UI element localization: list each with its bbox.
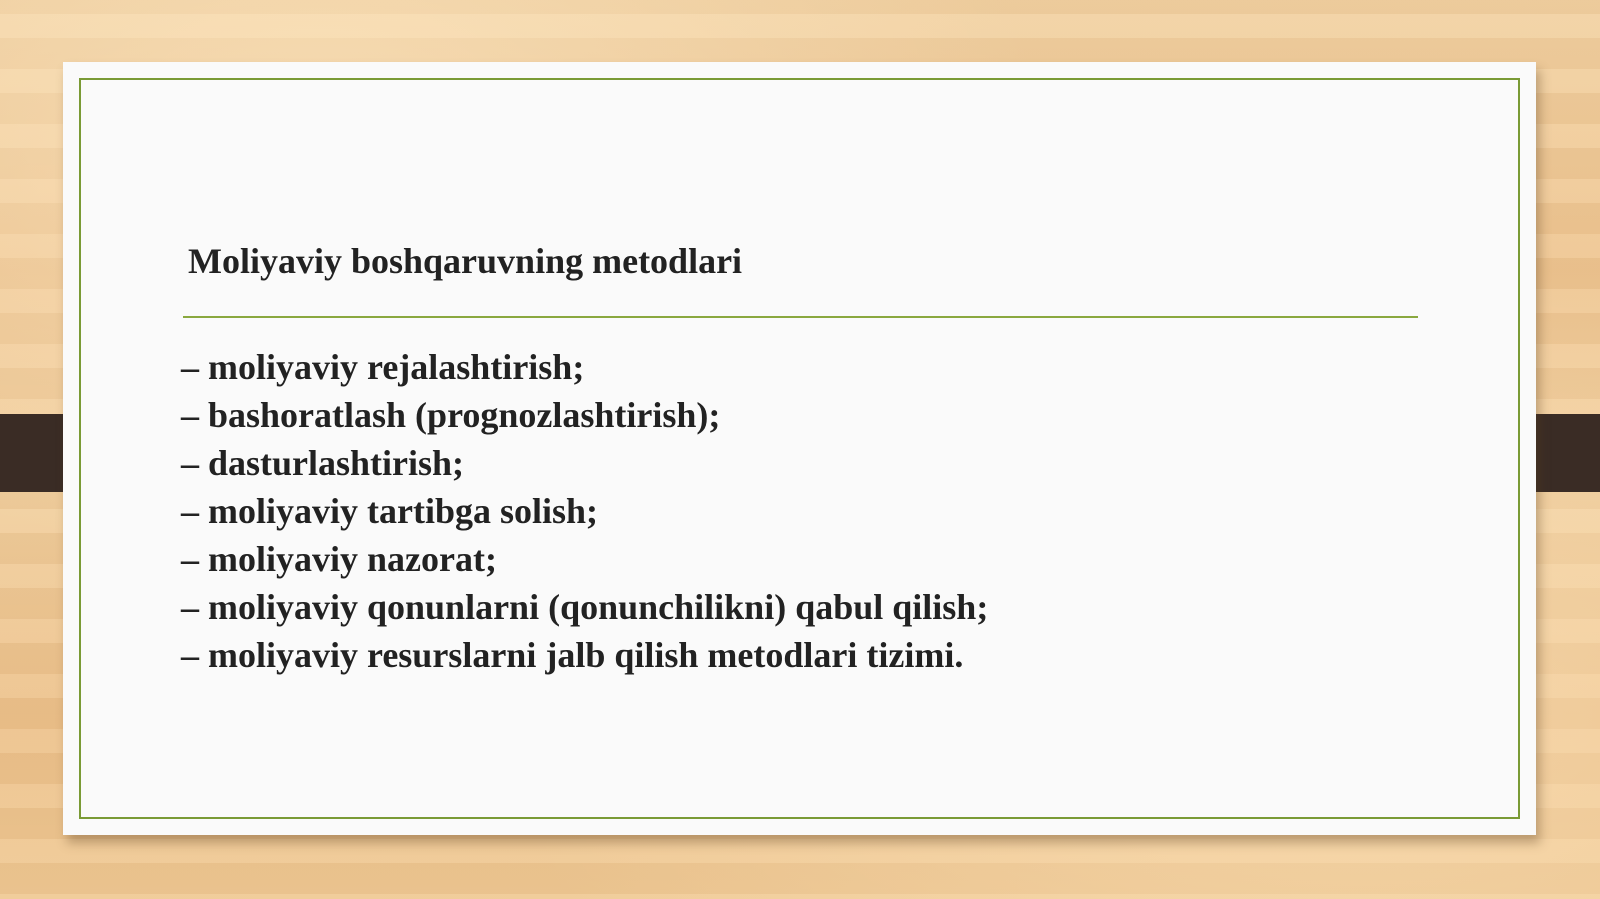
list-item: – moliyaviy qonunlarni (qonunchilikni) qabul qilish; <box>181 587 989 627</box>
list-item: – bashoratlash (prognozlashtirish); <box>181 395 721 435</box>
list-item: – moliyaviy nazorat; <box>181 539 497 579</box>
list-item: – moliyaviy tartibga solish; <box>181 491 599 531</box>
methods-list <box>181 343 988 679</box>
list-item: – moliyaviy rejalashtirish; <box>181 347 585 387</box>
list-item: – dasturlashtirish; <box>181 443 465 483</box>
title-divider <box>183 316 1418 318</box>
list-item: – moliyaviy resurslarni jalb qilish metodlari tizimi. <box>181 635 964 675</box>
slide-title: Moliyaviy boshqaruvning metodlari <box>188 241 743 281</box>
